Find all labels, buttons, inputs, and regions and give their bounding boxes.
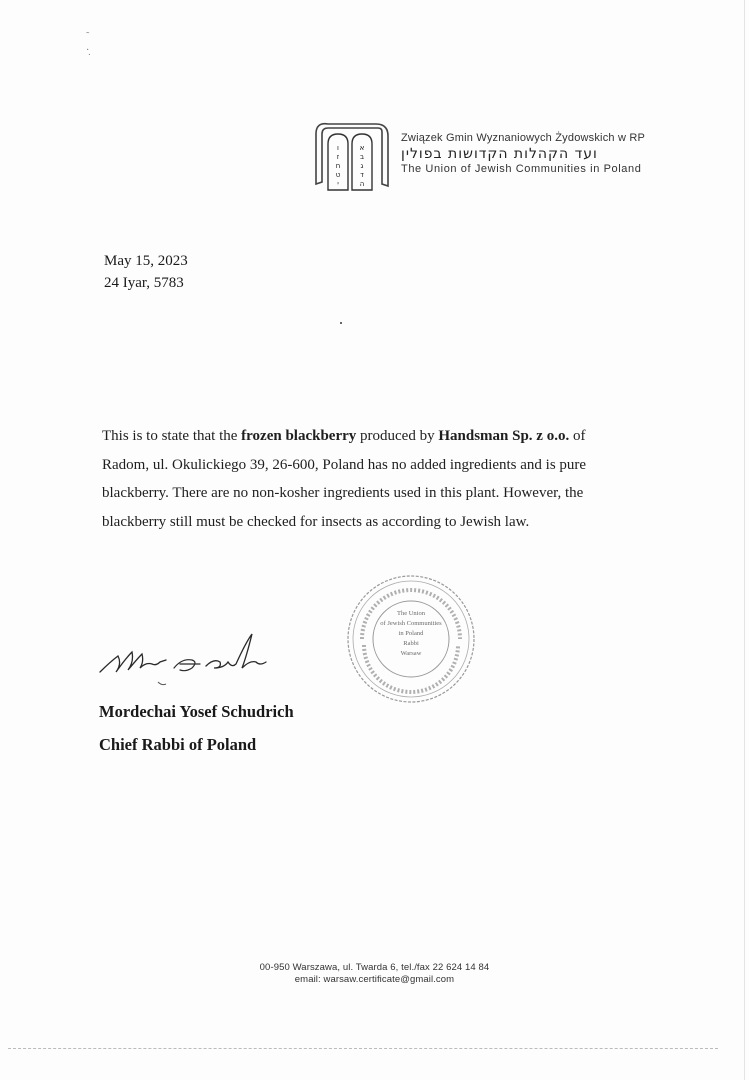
tablets-logo-icon	[312, 118, 392, 196]
letterhead-hebrew-name: ועד הקהלות הקדושות בפולין	[401, 146, 598, 162]
scan-artifacts: ˜ ·̣	[86, 31, 90, 56]
hebrew-date: 24 Iyar, 5783	[104, 275, 184, 291]
signer-name: Mordechai Yosef Schudrich	[99, 702, 294, 721]
svg-text:ה: ה	[359, 180, 365, 188]
svg-text:י: י	[337, 180, 339, 188]
body-line-1-part-a: This is to state that the	[102, 428, 242, 444]
body-line-2: Radom, ul. Okulickiego 39, 26-600, Poland has no added ingredients and is pure	[102, 456, 587, 473]
producer-name: Handsman Sp. z o.o.	[438, 428, 570, 444]
certificate-body	[102, 422, 632, 536]
letterhead-text	[401, 132, 645, 175]
stamp-line-5: Warsaw	[400, 650, 422, 657]
date-block	[104, 250, 188, 294]
stamp-line-1: The Union	[397, 610, 425, 617]
gregorian-date: May 15, 2023	[104, 253, 188, 269]
body-line-1-part-b: produced by	[356, 428, 439, 444]
svg-text:ט: ט	[335, 171, 341, 179]
svg-text:ז: ז	[336, 153, 340, 161]
svg-text:ג: ג	[360, 162, 364, 170]
body-line-1	[102, 422, 632, 451]
signer-title: Chief Rabbi of Poland	[99, 735, 257, 754]
footer-email: email: warsaw.certificate@gmail.com	[294, 974, 455, 985]
scan-dot	[340, 322, 342, 324]
stamp-line-3: in Poland	[398, 630, 424, 637]
letterhead-english-name: The Union of Jewish Communities in Poland	[401, 163, 642, 175]
footer-address: 00-950 Warszawa, ul. Twarda 6, tel./fax 22 624 14 84	[259, 962, 490, 973]
svg-text:א: א	[359, 144, 365, 152]
svg-text:ח: ח	[335, 162, 341, 170]
signer-block	[99, 695, 294, 761]
stamp-line-2: of Jewish Communities	[380, 620, 442, 627]
footer	[0, 962, 749, 986]
body-line-4: blackberry still must be checked for insects as according to Jewish law.	[102, 513, 530, 530]
svg-text:ד: ד	[360, 171, 364, 179]
body-line-1-part-c: of	[569, 428, 586, 444]
letterhead	[312, 118, 692, 198]
letterhead-polish-name: Związek Gmin Wyznaniowych Żydowskich w RP	[401, 132, 646, 144]
product-name: frozen blackberry	[241, 428, 357, 444]
stamp-line-4: Rabbi	[403, 640, 419, 647]
signature-icon	[96, 628, 296, 688]
footer-divider	[8, 1048, 718, 1049]
body-line-3: blackberry. There are no non-kosher ingredients used in this plant. However, the	[102, 485, 584, 501]
svg-text:ו: ו	[337, 144, 339, 152]
rabbinical-seal-stamp	[342, 573, 480, 705]
svg-text:ב: ב	[359, 153, 365, 161]
scan-edge	[744, 0, 745, 1080]
